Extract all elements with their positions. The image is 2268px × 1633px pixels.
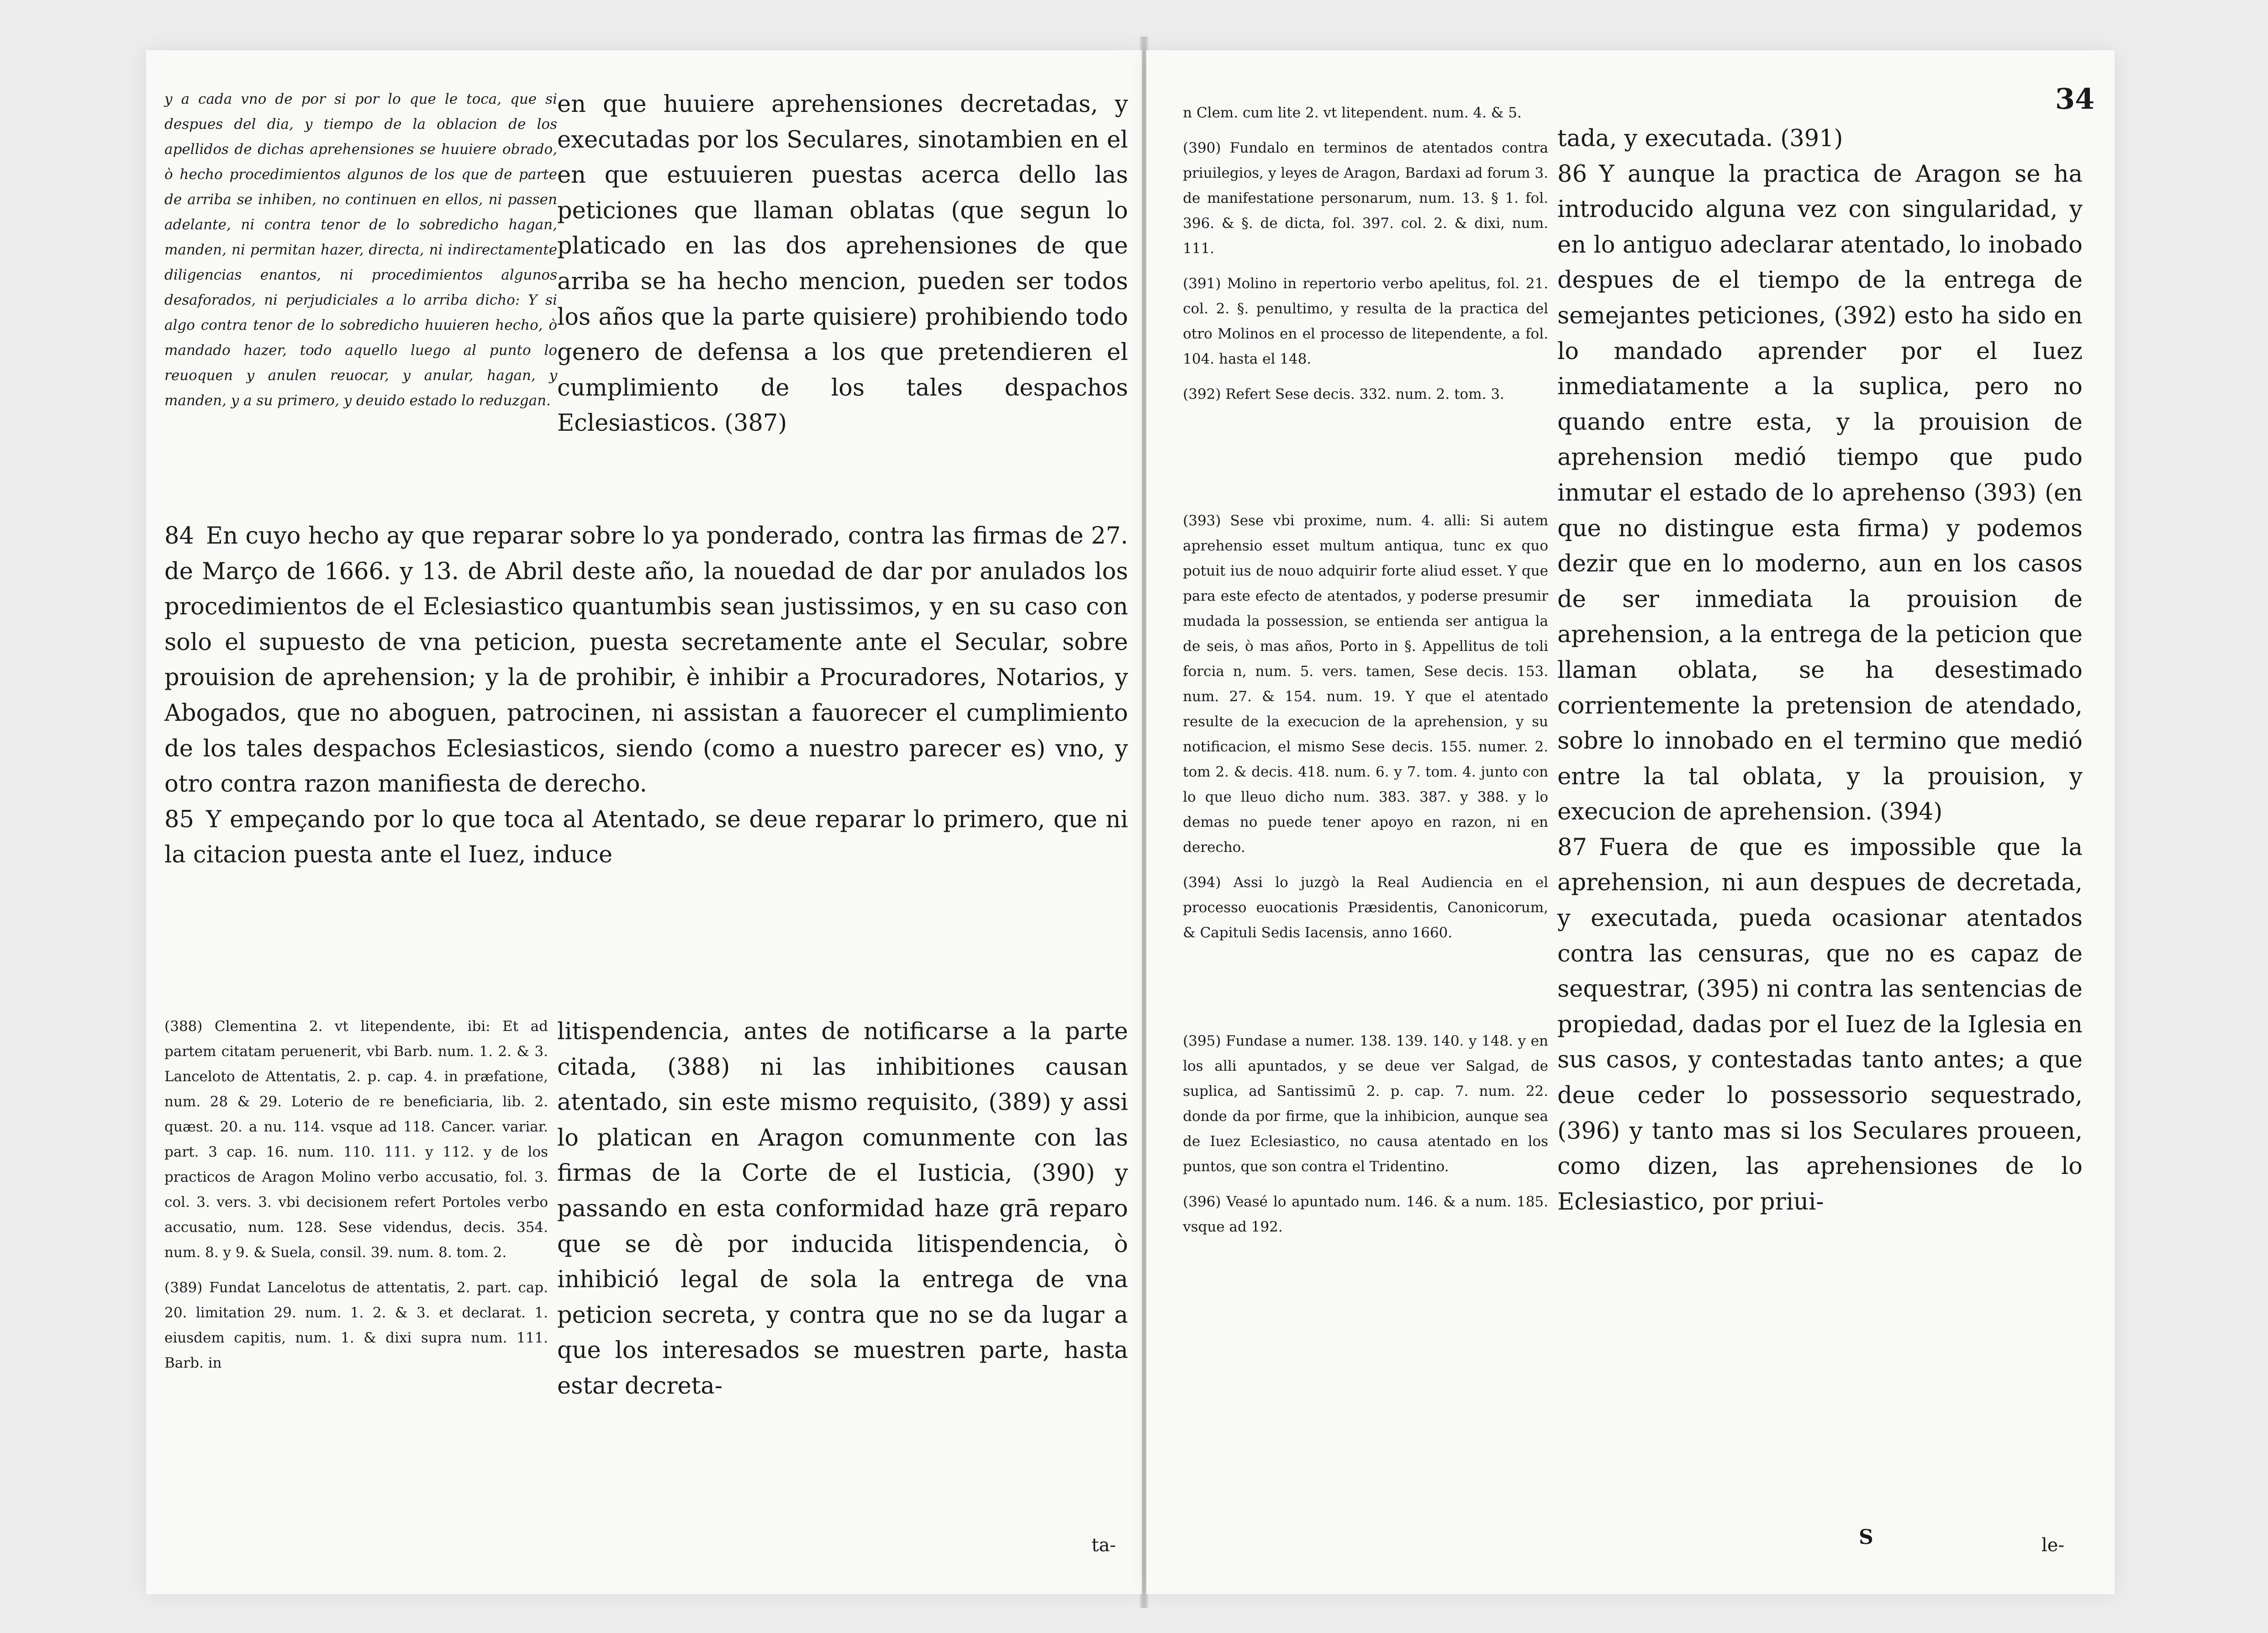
paragraph-number: 86: [1557, 160, 1587, 188]
footnote-continuation: n Clem. cum lite 2. vt litependent. num. 4. & 5.: [1183, 105, 1522, 121]
side-notes-column: [1183, 100, 1548, 1250]
main-text-column: [1557, 121, 2083, 1220]
paragraph-number: 87: [1557, 834, 1587, 861]
footnote-391: (391) Molino in repertorio verbo apelitus, fol. 21. col. 2. §. penultimo, y resulta de la practica del otro Molinos en el processo de litependente, a fol. 104. hasta el 148.: [1183, 275, 1548, 367]
footnote-396: (396) Veasé lo apuntado num. 146. & a num. 185. vsque ad 192.: [1183, 1194, 1548, 1235]
footnote-389: (389) Fundat Lancelotus de attentatis, 2. part. cap. 20. limitation 29. num. 1. 2. & 3. et declarat. 1. eiusdem capitis, num. 1. & dixi supra num. 111. Barb. in: [164, 1279, 548, 1371]
footnotes-left: [164, 1014, 548, 1386]
signature-mark: S: [1859, 1526, 1873, 1549]
catchword: ta-: [1092, 1535, 1116, 1556]
paragraph-continuation: tada, y executada. (391): [1557, 125, 1843, 152]
paragraph-86: 86 Y aunque la practica de Aragon se ha introducido alguna vez con singularidad, y en lo antiguo adeclarar atentado, lo inobado despues de el tiempo de la entrega de semejantes peticiones, (392) esto ha sido en lo mandado aprender por el Iuez inmediatamente a la suplica, pero no quando entre esta, y la prouision de aprehension medió tiempo que pudo inmutar el estado de lo aprehenso (393) (en que no distingue esta firma) y podemos dezir que en lo moderno, aun en los casos de ser inmediata la prouision de aprehension, a la entrega de la peticion que llaman oblata, se ha desestimado corrientemente la pretension de atendado, sobre lo innobado en el termino que medió entre la tal oblata, y la prouision, y execucion de aprehension. (394): [1557, 160, 2083, 826]
footnote-392: (392) Refert Sese decis. 332. num. 2. tom. 3.: [1183, 386, 1504, 402]
side-note-continuation: y a cada vno de por si por lo que le toca, que si despues del dia, y tiempo de la oblacion de los apellidos de dichas aprehensiones se huuiere obrado, ò hecho procedimientos algunos de los que de parte de arriba se inhiben, no continuen en ellos, ni passen adelante, ni contra tenor de lo sobredicho hagan, manden, ni permitan hazer, directa, ni indirectamente diligencias enantos, ni procedimientos algunos desaforados, ni perjudiciales a lo arriba dicho: Y si algo contra tenor de lo sobredicho huuieren hecho, ò mandado hazer, todo aquello luego al punto lo reuoquen y anulen reuocar, y anular, hagan, y manden, y a su primero, y deuido estado lo reduzgan.: [164, 91, 557, 409]
paragraph-85-intro: 85 Y empeçando por lo que toca al Atentado, se deue reparar lo primero, que ni la citacion puesta ante el Iuez, induce: [164, 806, 1128, 869]
catchword: le-: [2041, 1535, 2064, 1556]
paragraph-number: 85: [164, 806, 194, 833]
main-text-upper: [557, 87, 1128, 441]
page-number: 34: [2055, 82, 2095, 116]
paragraph-87: 87 Fuera de que es impossible que la aprehension, ni aun despues de decretada, y executada, pueda ocasionar atentados contra las censuras, que no es capaz de sequestrar, (395) ni contra las sentencias de propiedad, dadas por el Iuez de la Iglesia en sus casos, y contestadas tanto antes; a que deue ceder lo possessorio sequestrado, (396) y tanto mas si los Seculares proueen, como dizen, las aprehensiones de lo Eclesiastico, por priui-: [1557, 834, 2083, 1216]
paragraph-continuation: en que huuiere aprehensiones decretadas, y executadas por los Seculares, sinotambien en el en que estuuieren puestas acerca dello las peticiones que llaman oblatas (que segun lo platicado en las dos aprehensiones de que arriba se ha hecho mencion, pueden ser todos los años que la parte quisiere) prohibiendo todo genero de defensa a los que pretendieren el cumplimiento de los tales despachos Eclesiasticos. (387): [557, 91, 1128, 437]
footnote-388: (388) Clementina 2. vt litependente, ibi: Et ad partem citatam peruenerit, vbi Barb. num. 1. 2. & 3. Lanceloto de Attentatis, 2. p. cap. 4. in præfatione, num. 28 & 29. Loterio de re beneficiaria, lib. 2. quæst. 20. a nu. 114. vsque ad 118. Cancer. variar. part. 3 cap. 16. num. 110. 111. y 112. y de los practicos de Aragon Molino verbo accusatio, fol. 3. col. 3. vers. 3. vbi decisionem refert Portoles verbo accusatio, num. 128. Sese videndus, decis. 354. num. 8. y 9. & Suela, consil. 39. num. 8. tom. 2.: [164, 1018, 548, 1261]
main-text-lower: [557, 1014, 1128, 1404]
paragraph-84: 84 En cuyo hecho ay que reparar sobre lo ya ponderado, contra las firmas de 27. de Março de 1666. y 13. de Abril deste año, la nouedad de dar por anulados los procedimientos de el Eclesiastico quantumbis sean justissimos, y en su caso con solo el supuesto de vna peticion, puesta secretamente ante el Secular, sobre prouision de aprehension; y la de prohibir, è inhibir a Procuradores, Notarios, y Abogados, que no aboguen, patrocinen, ni assistan a fauorecer el cumplimiento de los tales despachos Eclesiasticos, siendo (como a nuestro parecer es) vno, y otro contra razon manifiesta de derecho.: [164, 523, 1128, 798]
footnote-395: (395) Fundase a numer. 138. 139. 140. y 148. y en los alli apuntados, y se deue ver Salgad, de suplica, ad Santissimū 2. p. cap. 7. num. 22. donde da por firme, que la inhibicion, aunque sea de Iuez Eclesiastico, no causa atentado en los puntos, que son contra el Tridentino.: [1183, 1033, 1548, 1175]
side-notes-column: [164, 87, 557, 423]
footnote-390: (390) Fundalo en terminos de atentados contra priuilegios, y leyes de Aragon, Bardaxi ad forum 3. de manifestatione personarum, num. 13. § 1. fol. 396. & §. de dicta, fol. 397. col. 2. & dixi, num. 111.: [1183, 140, 1548, 257]
footnote-393: (393) Sese vbi proxime, num. 4. alli: Si autem aprehensio esset multum antiqua, tunc ex quo potuit ius de nouo adquirir forte aliud esset. Y que para este efecto de atentados, y poderse presumir mudada la possession, se entienda ser antigua la de seis, ò mas años, Porto in §. Appellitus de toli forcia n, num. 5. vers. tamen, Sese decis. 153. num. 27. & 154. num. 19. Y que el atentado resulte de la execucion de la aprehension, y su notificacion, el mismo Sese decis. 155. numer. 2. tom 2. & decis. 418. num. 6. y 7. tom. 4. junto con lo que lleuo dicho num. 383. 387. y 388. y lo demas no puede tener apoyo en razon, ni en derecho.: [1183, 513, 1548, 856]
left-page: [146, 50, 1142, 1594]
right-page: [1146, 50, 2115, 1594]
paragraph-number: 84: [164, 523, 194, 550]
footnote-394: (394) Assi lo juzgò la Real Audiencia en el processo euocationis Præsidentis, Canonicorum, & Capituli Sedis Iacensis, anno 1660.: [1183, 874, 1548, 941]
main-text-full-width: [164, 518, 1128, 873]
paragraph-85-continuation: litispendencia, antes de notificarse a la parte citada, (388) ni las inhibitiones causan atentado, sin este mismo requisito, (389) y assi lo platican en Aragon comunmente con las firmas de la Corte de el Iusticia, (390) y passando en esta conformidad haze grā reparo que se dè por inducida litispendencia, ò inhibició legal de sola la entrega de vna peticion secreta, y contra que no se da lugar a que los interesados se muestren parte, hasta estar decreta-: [557, 1018, 1128, 1400]
